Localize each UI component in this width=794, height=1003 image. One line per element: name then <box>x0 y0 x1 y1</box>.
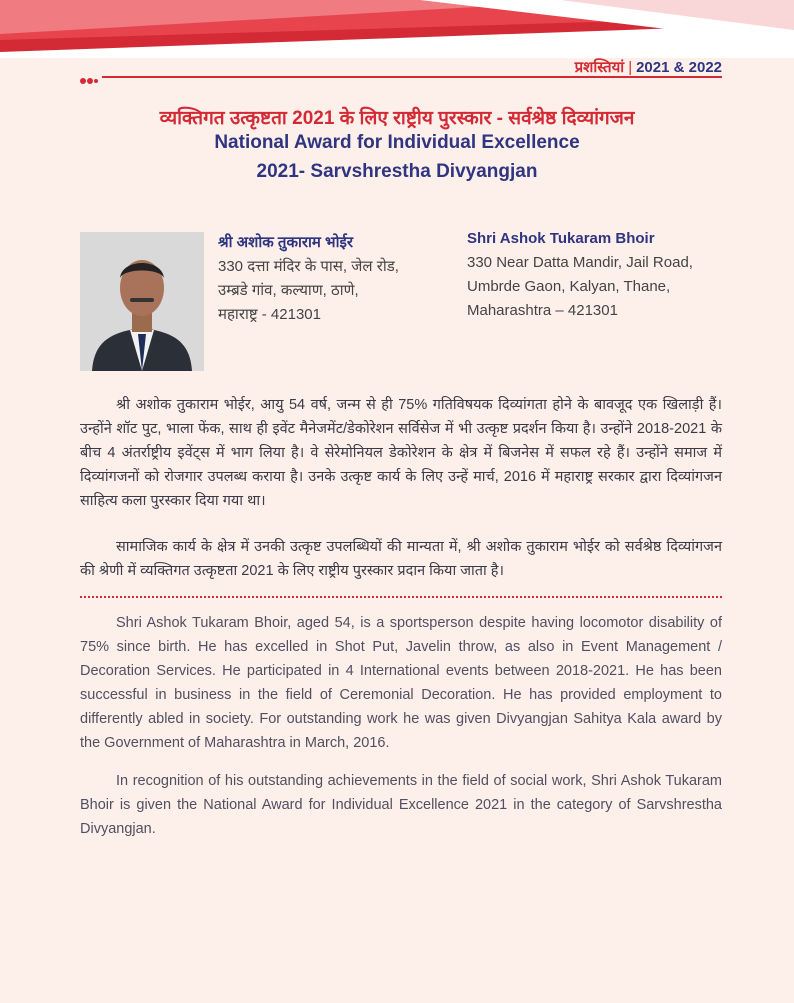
award-title-hindi: व्यक्तिगत उत्कृष्टता 2021 के लिए राष्ट्रीय पुरस्कार - सर्वश्रेष्ठ दिव्यांगजन <box>159 108 635 129</box>
awardee-address-english <box>467 227 693 323</box>
header-dots-icon <box>80 71 99 89</box>
corner-stripes-graphic <box>0 0 794 58</box>
header-section-hindi: प्रशस्तियां <box>574 59 625 76</box>
top-decorative-band <box>0 0 794 58</box>
header-section-label <box>575 57 722 77</box>
citation-english-paragraph-1: Shri Ashok Tukaram Bhoir, aged 54, is a sportsperson despite having locomotor disability of 75% since birth. He has excelled in Shot Put, Javelin throw, as also in Event Management / Decoration Services. He participated in 4 International events between 2018-2021. He has been successful in business in the field of Ceremonial Decoration. He has provided employment to differently abled in society. For outstanding work he was given Divyangjan Sahitya Kala award by the Government of Maharashtra in March, 2016. <box>80 615 722 751</box>
address-line-hindi-1: 330 दत्ता मंदिर के पास, जेल रोड, <box>218 258 399 275</box>
page-header <box>80 55 722 77</box>
header-rule <box>102 76 722 78</box>
address-line-english-1: 330 Near Datta Mandir, Jail Road, <box>467 254 693 271</box>
header-separator: | <box>628 59 633 76</box>
citation-hindi-paragraph-1: श्री अशोक तुकाराम भोईर, आयु 54 वर्ष, जन्म से ही 75% गतिविषयक दिव्यांगता होने के बावजूद एक खिलाड़ी हैं। उन्होंने शॉट पुट, भाला फेंक, साथ ही इवेंट मैनेजमेंट/डेकोरेशन सर्विसेज में भी उत्कृष्ट प्रदर्शन किया है। उन्होंने 2018-2021 के बीच 4 अंतर्राष्ट्रीय इवेंट्स में भाग लिया है। वे सेरेमोनियल डेकोरेशन के क्षेत्र में बिजनेस में सफल रहे हैं। उन्होंने समाज में दिव्यांगजनों को रोजगार उपलब्ध कराया है। उनके उत्कृष्ट कार्य के लिए उन्हें मार्च, 2016 में महाराष्ट्र सरकार द्वारा दिव्यांगजन साहित्य कला पुरस्कार दिया गया था। <box>80 397 722 509</box>
address-line-english-2: Umbrde Gaon, Kalyan, Thane, <box>467 278 671 295</box>
awardee-name-hindi: श्री अशोक तुकाराम भोईर <box>218 234 353 251</box>
citation-hindi-paragraph-2: सामाजिक कार्य के क्षेत्र में उनकी उत्कृष्ट उपलब्धियों की मान्यता में, श्री अशोक तुकाराम भोईर को सर्वश्रेष्ठ दिव्यांगजन की श्रेणी में व्यक्तिगत उत्कृष्टता 2021 के लिए राष्ट्रीय पुरस्कार प्रदान किया जाता है। <box>80 539 722 579</box>
award-title-english-line1: National Award for Individual Excellence <box>214 132 580 153</box>
award-title-english-line2: 2021- Sarvshrestha Divyangjan <box>256 161 538 182</box>
awardee-photo <box>80 232 204 371</box>
awardee-name-english: Shri Ashok Tukaram Bhoir <box>467 230 655 247</box>
address-line-english-3: Maharashtra – 421301 <box>467 302 618 319</box>
awardee-address-hindi <box>218 231 399 327</box>
citation-english-paragraph-2: In recognition of his outstanding achievements in the field of social work, Shri Ashok Tukaram Bhoir is given the National Award for Individual Excellence 2021 in the category of Sarvshrestha Divyangjan. <box>80 773 722 837</box>
person-portrait-icon <box>80 232 204 371</box>
address-line-hindi-3: महाराष्ट्र - 421301 <box>218 306 321 323</box>
address-line-hindi-2: उम्ब्रडे गांव, कल्याण, ठाणे, <box>218 282 359 299</box>
section-divider <box>80 596 722 598</box>
header-years: 2021 & 2022 <box>636 59 722 76</box>
